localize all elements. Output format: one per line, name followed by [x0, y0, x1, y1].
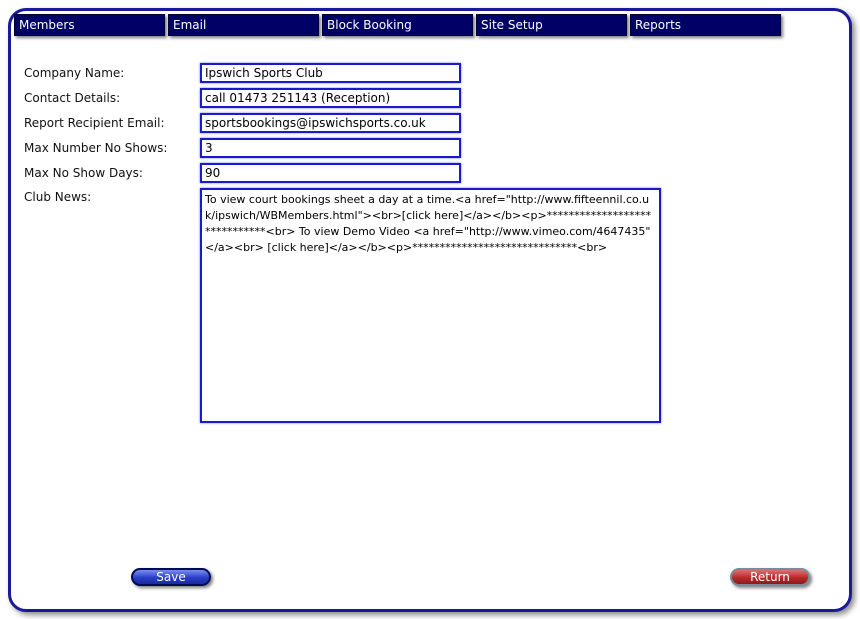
max-no-shows-label: Max Number No Shows: [24, 141, 168, 155]
max-no-show-days-label: Max No Show Days: [24, 166, 143, 180]
club-news-label: Club News: [24, 190, 92, 204]
report-email-input[interactable] [200, 113, 461, 133]
tab-members[interactable]: Members [14, 14, 165, 36]
tab-email[interactable]: Email [168, 14, 319, 36]
report-email-label: Report Recipient Email: [24, 116, 165, 130]
tab-site-setup[interactable]: Site Setup [476, 14, 627, 36]
tab-reports[interactable]: Reports [630, 14, 781, 36]
save-button[interactable]: Save [131, 568, 211, 586]
company-name-label: Company Name: [24, 66, 125, 80]
max-no-shows-input[interactable] [200, 138, 461, 158]
max-no-show-days-input[interactable] [200, 163, 461, 183]
contact-details-input[interactable] [200, 88, 461, 108]
contact-details-label: Contact Details: [24, 91, 121, 105]
company-name-input[interactable] [200, 63, 461, 83]
tab-block-booking[interactable]: Block Booking [322, 14, 473, 36]
club-news-textarea[interactable] [200, 188, 661, 423]
return-button[interactable]: Return [730, 568, 810, 586]
